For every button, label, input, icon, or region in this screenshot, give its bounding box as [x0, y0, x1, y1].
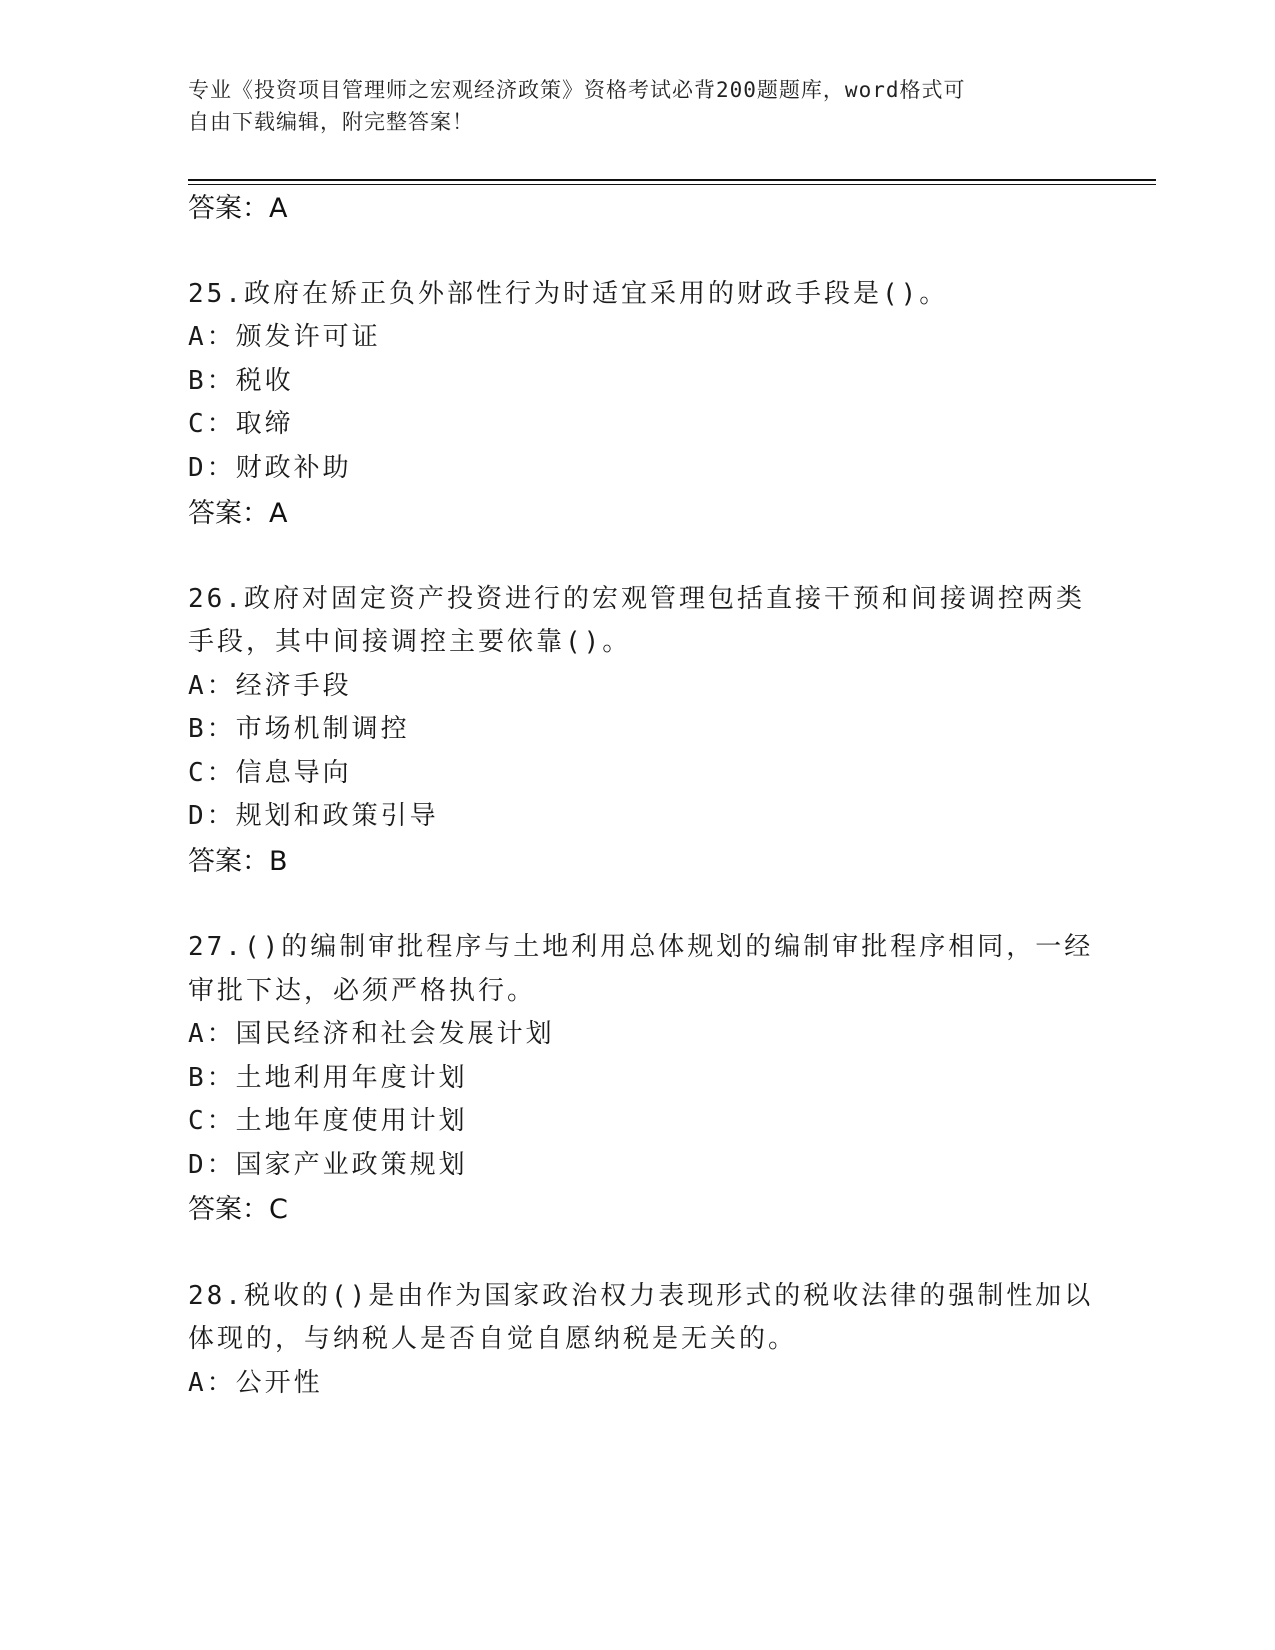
header-rule [188, 179, 1156, 181]
question-26-text-line-1: 26.政府对固定资产投资进行的宏观管理包括直接干预和间接调控两类 [188, 584, 1085, 614]
question-26-option-b: B：市场机制调控 [188, 714, 410, 744]
question-27-answer: 答案：C [188, 1194, 288, 1225]
header-rule-thin [188, 184, 1156, 185]
question-28-text-line-2: 体现的，与纳税人是否自觉自愿纳税是无关的。 [188, 1324, 798, 1354]
question-25-option-a: A：颁发许可证 [188, 322, 381, 352]
question-26-option-d: D：规划和政策引导 [188, 801, 439, 831]
question-27-option-c: C：土地年度使用计划 [188, 1106, 468, 1136]
question-28-option-a: A：公开性 [188, 1368, 323, 1398]
header-line-2: 自由下载编辑，附完整答案！ [188, 110, 474, 134]
question-27-option-d: D：国家产业政策规划 [188, 1150, 468, 1180]
question-27-option-b: B：土地利用年度计划 [188, 1063, 468, 1093]
header-line-1: 专业《投资项目管理师之宏观经济政策》资格考试必背200题题库，word格式可 [188, 78, 966, 102]
question-26-option-a: A：经济手段 [188, 671, 352, 701]
question-25-option-b: B：税收 [188, 366, 294, 396]
question-27-text-line-2: 审批下达，必须严格执行。 [188, 976, 537, 1006]
question-26-answer: 答案：B [188, 846, 288, 877]
question-25-answer: 答案：A [188, 498, 288, 529]
question-25-text: 25.政府在矫正负外部性行为时适宜采用的财政手段是()。 [188, 279, 949, 309]
question-26-text-line-2: 手段，其中间接调控主要依靠()。 [188, 627, 632, 657]
question-25-option-c: C：取缔 [188, 409, 294, 439]
question-28-text-line-1: 28.税收的()是由作为国家政治权力表现形式的税收法律的强制性加以 [188, 1281, 1094, 1311]
question-26-option-c: C：信息导向 [188, 758, 352, 788]
answer-line: 答案：A [188, 193, 288, 224]
document-header [188, 74, 1068, 138]
question-27-text-line-1: 27.()的编制审批程序与土地利用总体规划的编制审批程序相同，一经 [188, 932, 1094, 962]
question-25-option-d: D：财政补助 [188, 453, 352, 483]
question-27-option-a: A：国民经济和社会发展计划 [188, 1019, 555, 1049]
